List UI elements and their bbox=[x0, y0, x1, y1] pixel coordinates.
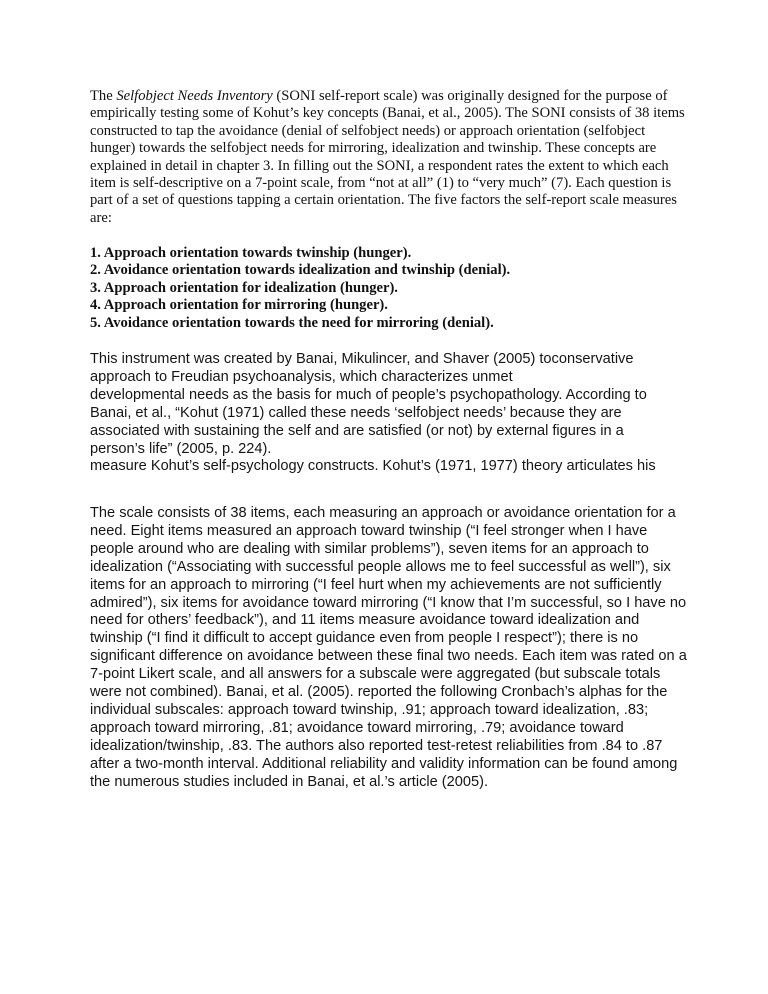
factor-item: 3. Approach orientation for idealization (hunger). bbox=[90, 279, 398, 296]
factor-item: 4. Approach orientation for mirroring (hunger). bbox=[90, 297, 388, 314]
inventory-title: Selfobject Needs Inventory bbox=[116, 88, 273, 104]
instrument-paragraph bbox=[90, 351, 690, 476]
soni-intro-paragraph bbox=[90, 88, 690, 227]
intro-lead: The bbox=[90, 88, 117, 104]
instrument-line: person’s life” (2005, p. 224). bbox=[90, 440, 272, 457]
scale-text: The scale consists of 38 items, each measuring an approach or avoidance orientation for a need. Eight items measured an approach toward twinship (“I feel stronger when I have people around who are dealing with similar problems”), seven items for an approach to idealization (“Associating with successful people allows me to feel successful as well”), six items for an approach to mirroring (“I feel hurt when my achievements are not sufficiently admired”), six items for avoidance toward mirroring (“I know that I’m successful, so I have no need for others’ feedback”), and 11 items measure avoidance toward idealization and twinship (“I find it difficult to accept guidance even from people I respect”); there is no significant difference on avoidance between these final two needs. Each item was rated on a 7-point Likert scale, and all answers for a subscale were aggregated (but subscale totals were not combined). Banai, et al. (2005). reported the following Cronbach’s alphas for the individual subscales: approach toward twinship, .91; approach toward idealization, .83; approach toward mirroring, .81; avoidance toward mirroring, .79; avoidance toward idealization/twinship, .83. The authors also reported test-retest reliabilities from .84 to .87 after a two-month interval. Additional reliability and validity information can be found among the numerous studies included in Banai, et al.’s article (2005). bbox=[90, 505, 687, 790]
instrument-line: associated with sustaining the self and are satisfied (or not) by external figures in a bbox=[90, 422, 624, 439]
factor-list bbox=[90, 245, 690, 332]
factor-item: 2. Avoidance orientation towards idealization and twinship (denial). bbox=[90, 262, 511, 279]
instrument-line: measure Kohut’s self-psychology constructs. Kohut’s (1971, 1977) theory articulates his bbox=[90, 458, 656, 475]
scale-description-paragraph bbox=[90, 505, 690, 792]
factor-item: 5. Avoidance orientation towards the need for mirroring (denial). bbox=[90, 314, 494, 331]
instrument-line: Banai, et al., “Kohut (1971) called these needs ‘selfobject needs’ because they are bbox=[90, 404, 622, 421]
instrument-line: This instrument was created by Banai, Mikulincer, and Shaver (2005) toconservative bbox=[90, 351, 634, 367]
intro-text bbox=[90, 88, 690, 227]
factor-item: 1. Approach orientation towards twinship (hunger). bbox=[90, 245, 412, 261]
instrument-line: developmental needs as the basis for much of people’s psychopathology. According to bbox=[90, 386, 647, 403]
instrument-line: approach to Freudian psychoanalysis, which characterizes unmet bbox=[90, 368, 513, 385]
intro-body: (SONI self-report scale) was originally designed for the purpose of empirically testing some of Kohut’s key concepts (Banai, et al., 2005). The SONI consists of 38 items constructed to tap the avoidance (denial of selfobject needs) or approach orientation (selfobject hunger) towards the selfobject needs for mirroring, idealization and twinship. These concepts are explained in detail in chapter 3. In filling out the SONI, a respondent rates the extent to which each item is self-descriptive on a 7-point scale, from “not at all” (1) to “very much” (7). Each question is part of a set of questions tapping a certain orientation. The five factors the self-report scale measures are: bbox=[90, 88, 685, 226]
